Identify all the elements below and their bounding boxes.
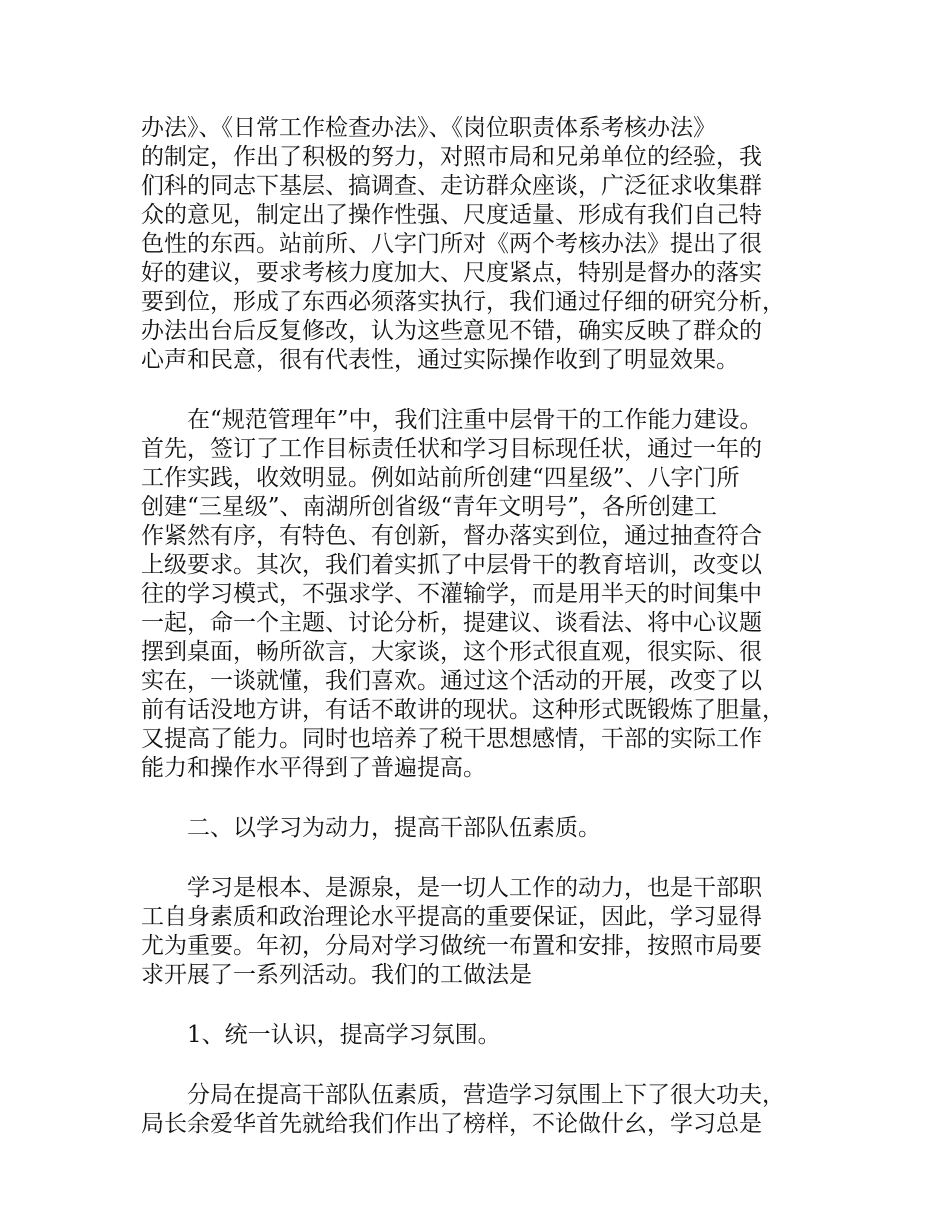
text-line: 实在，一谈就懂，我们喜欢。通过这个活动的开展，改变了以 — [141, 668, 762, 694]
text-line: 学习是根本、是源泉，是一切人工作的动力，也是干部职 — [187, 875, 762, 901]
text-line: 工作实践，收效明显。例如站前所创建“四星级”、八字门所 — [141, 465, 740, 491]
text-line: 心声和民意，很有代表性，通过实际操作收到了明显效果。 — [141, 347, 739, 373]
text-line: 众的意见，制定出了操作性强、尺度适量、形成有我们自己特 — [141, 202, 762, 228]
text-line: 求开展了一系列活动。我们的工做法是 — [141, 962, 532, 988]
paragraph — [141, 874, 831, 990]
text-line: 二、以学习为动力，提高干部队伍素质。 — [187, 815, 601, 841]
text-line: 的制定，作出了积极的努力，对照市局和兄弟单位的经验，我 — [141, 144, 762, 170]
text-line: 色性的东西。站前所、八字门所对《两个考核办法》提出了很 — [141, 231, 762, 257]
text-line: 办法出台后反复修改，认为这些意见不错，确实反映了群众的 — [141, 318, 762, 344]
text-line: 前有话没地方讲，有话不敢讲的现状。这种形式既锻炼了胆量， — [141, 697, 785, 723]
paragraph — [141, 114, 831, 375]
text-line: 作紧然有序，有特色、有创新，督办落实到位，通过抽查符合 — [141, 523, 762, 549]
text-line: 往的学习模式，不强求学、不灌输学，而是用半天的时间集中 — [141, 581, 762, 607]
text-line: 创建“三星级”、南湖所创省级“青年文明号”，各所创建工 — [141, 494, 718, 520]
text-line: 在“规范管理年”中，我们注重中层骨干的工作能力建设。 — [187, 407, 763, 433]
text-line: 局长余爱华首先就给我们作出了榜样，不论做什幺，学习总是 — [141, 1111, 762, 1137]
text-line: 要到位，形成了东西必须落实执行，我们通过仔细的研究分析， — [141, 289, 785, 315]
paragraph — [141, 406, 831, 783]
text-line: 工自身素质和政治理论水平提高的重要保证，因此，学习显得 — [141, 904, 762, 930]
paragraph — [141, 814, 831, 843]
document-body — [141, 114, 831, 1139]
paragraph-spacer — [141, 375, 831, 406]
text-line: 们科的同志下基层、搞调查、走访群众座谈，广泛征求收集群 — [141, 173, 762, 199]
paragraph-spacer — [141, 843, 831, 874]
paragraph — [141, 1021, 831, 1050]
paragraph-spacer — [141, 990, 831, 1021]
text-line: 首先，签订了工作目标责任状和学习目标现任状，通过一年的 — [141, 436, 762, 462]
text-line: 1、统一认识，提高学习氛围。 — [187, 1022, 501, 1048]
text-line: 上级要求。其次，我们着实抓了中层骨干的教育培训，改变以 — [141, 552, 762, 578]
text-line: 分局在提高干部队伍素质，营造学习氛围上下了很大功夫， — [187, 1082, 785, 1108]
text-line: 尤为重要。年初，分局对学习做统一布置和安排，按照市局要 — [141, 933, 762, 959]
text-line: 办法》、《日常工作检查办法》、《岗位职责体系考核办法》 — [141, 115, 716, 141]
text-line: 又提高了能力。同时也培养了税干思想感情，干部的实际工作 — [141, 726, 762, 752]
text-line: 摆到桌面，畅所欲言，大家谈，这个形式很直观，很实际、很 — [141, 639, 762, 665]
paragraph — [141, 1081, 831, 1139]
text-line: 好的建议，要求考核力度加大、尺度紧点，特别是督办的落实 — [141, 260, 762, 286]
text-line: 一起，命一个主题、讨论分析，提建议、谈看法、将中心议题 — [141, 610, 762, 636]
text-line: 能力和操作水平得到了普遍提高。 — [141, 755, 486, 781]
paragraph-spacer — [141, 783, 831, 814]
paragraph-spacer — [141, 1050, 831, 1081]
